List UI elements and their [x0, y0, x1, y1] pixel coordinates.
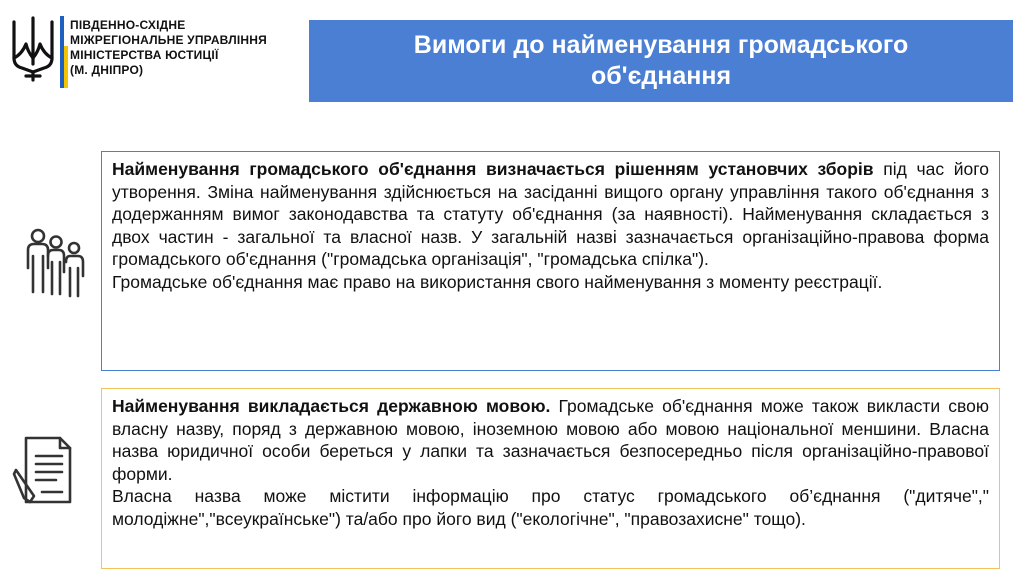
section2-paragraph2: Власна назва може містити інформацію про статус громадського об’єднання ("дитяче"," молодіжне","всеукраїнське") та/або про його вид ("екологічне", "правозахисне" тощо). — [112, 486, 989, 529]
org-line: МІНІСТЕРСТВА ЮСТИЦІЇ — [70, 48, 219, 62]
section2-paragraph1 — [112, 395, 989, 485]
org-line: МІЖРЕГІОНАЛЬНЕ УПРАВЛІННЯ — [70, 33, 267, 47]
title-banner — [309, 20, 1013, 102]
section1-paragraph1 — [112, 158, 989, 271]
document-signing-icon — [12, 432, 74, 508]
section2-text: Громадське об'єднання може також викласти свою власну назву, поряд з державною мовою, іноземною мовою або мовою національної меншини. Власна назва юридичної особи береться у лапки та зазначається безпосередньо після організаційно-правової форми. — [112, 396, 989, 484]
section2-bold-lead: Найменування викладається державною мовою. — [112, 396, 551, 416]
section1-bold-lead: Найменування громадського об'єднання визначається рішенням установчих зборів — [112, 159, 874, 179]
section1-paragraph2: Громадське об'єднання має право на використання свого найменування з моменту реєстрації. — [112, 271, 883, 292]
flag-yellow-stripe — [64, 46, 68, 88]
page-title: Вимоги до найменування громадського об'єднання — [413, 31, 909, 90]
section1-text: під час його утворення. Зміна найменування здійснюється на засіданні вищого органу управління такого об'єднання з додержанням вимог законодавства та статуту об'єднання (за наявності). Найменування складається з двох частин - загальної та власної назв. У загальній назві зазначається організаційно-правова форма громадського об'єднання ("громадська організація", "громадська спілка"). — [112, 159, 989, 269]
people-group-icon — [20, 226, 92, 298]
trident-coat-of-arms-icon — [8, 14, 58, 86]
org-line: (М. ДНІПРО) — [70, 63, 144, 77]
organization-name — [70, 18, 300, 78]
section-state-language — [101, 388, 1000, 569]
section-name-determination — [101, 151, 1000, 371]
org-line: ПІВДЕННО-СХІДНЕ — [70, 18, 186, 32]
